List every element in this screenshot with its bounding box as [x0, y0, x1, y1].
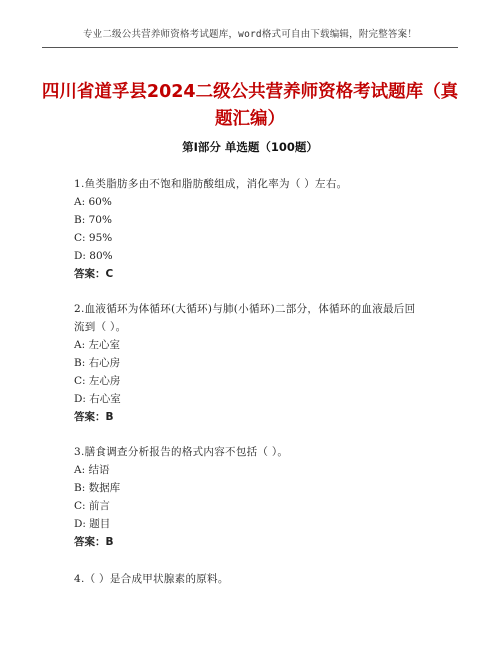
option-b: B: 70% — [74, 214, 112, 226]
option-a: A: 60% — [74, 196, 112, 208]
question-stem: 3.膳食调查分析报告的格式内容不包括（ ）。 — [74, 446, 289, 458]
answer: 答案：B — [74, 411, 114, 423]
document-title: 四川省道孚县2024二级公共营养师资格考试题库（真题汇编） — [41, 82, 459, 129]
header-divider — [42, 47, 458, 48]
question-stem: 1.鱼类脂肪多由不饱和脂肪酸组成，消化率为（ ）左右。 — [74, 178, 348, 190]
option-d: D: 80% — [74, 250, 113, 262]
option-a: A: 结语 — [74, 464, 110, 476]
option-c: C: 前言 — [74, 500, 110, 512]
option-c: C: 左心房 — [74, 375, 121, 387]
option-d: D: 右心室 — [74, 393, 121, 405]
question-2 — [74, 300, 424, 426]
answer: 答案：C — [74, 268, 114, 280]
section-heading: 第I部分 单选题（100题） — [182, 140, 318, 154]
answer: 答案：B — [74, 536, 114, 548]
option-a: A: 左心室 — [74, 339, 120, 351]
question-1 — [74, 175, 424, 283]
option-b: B: 右心房 — [74, 357, 121, 369]
option-d: D: 题目 — [74, 518, 111, 530]
header-note: 专业二级公共营养师资格考试题库，word格式可自由下载编辑，附完整答案！ — [82, 29, 418, 40]
question-3 — [74, 443, 424, 551]
question-stem: 2.血液循环为体循环(大循环)与肺(小循环)二部分，体循环的血液最后回流到（ ）。 — [74, 303, 416, 333]
question-4 — [74, 570, 424, 588]
option-c: C: 95% — [74, 232, 113, 244]
question-stem: 4.（ ）是合成甲状腺素的原料。 — [74, 573, 229, 585]
option-b: B: 数据库 — [74, 482, 121, 494]
